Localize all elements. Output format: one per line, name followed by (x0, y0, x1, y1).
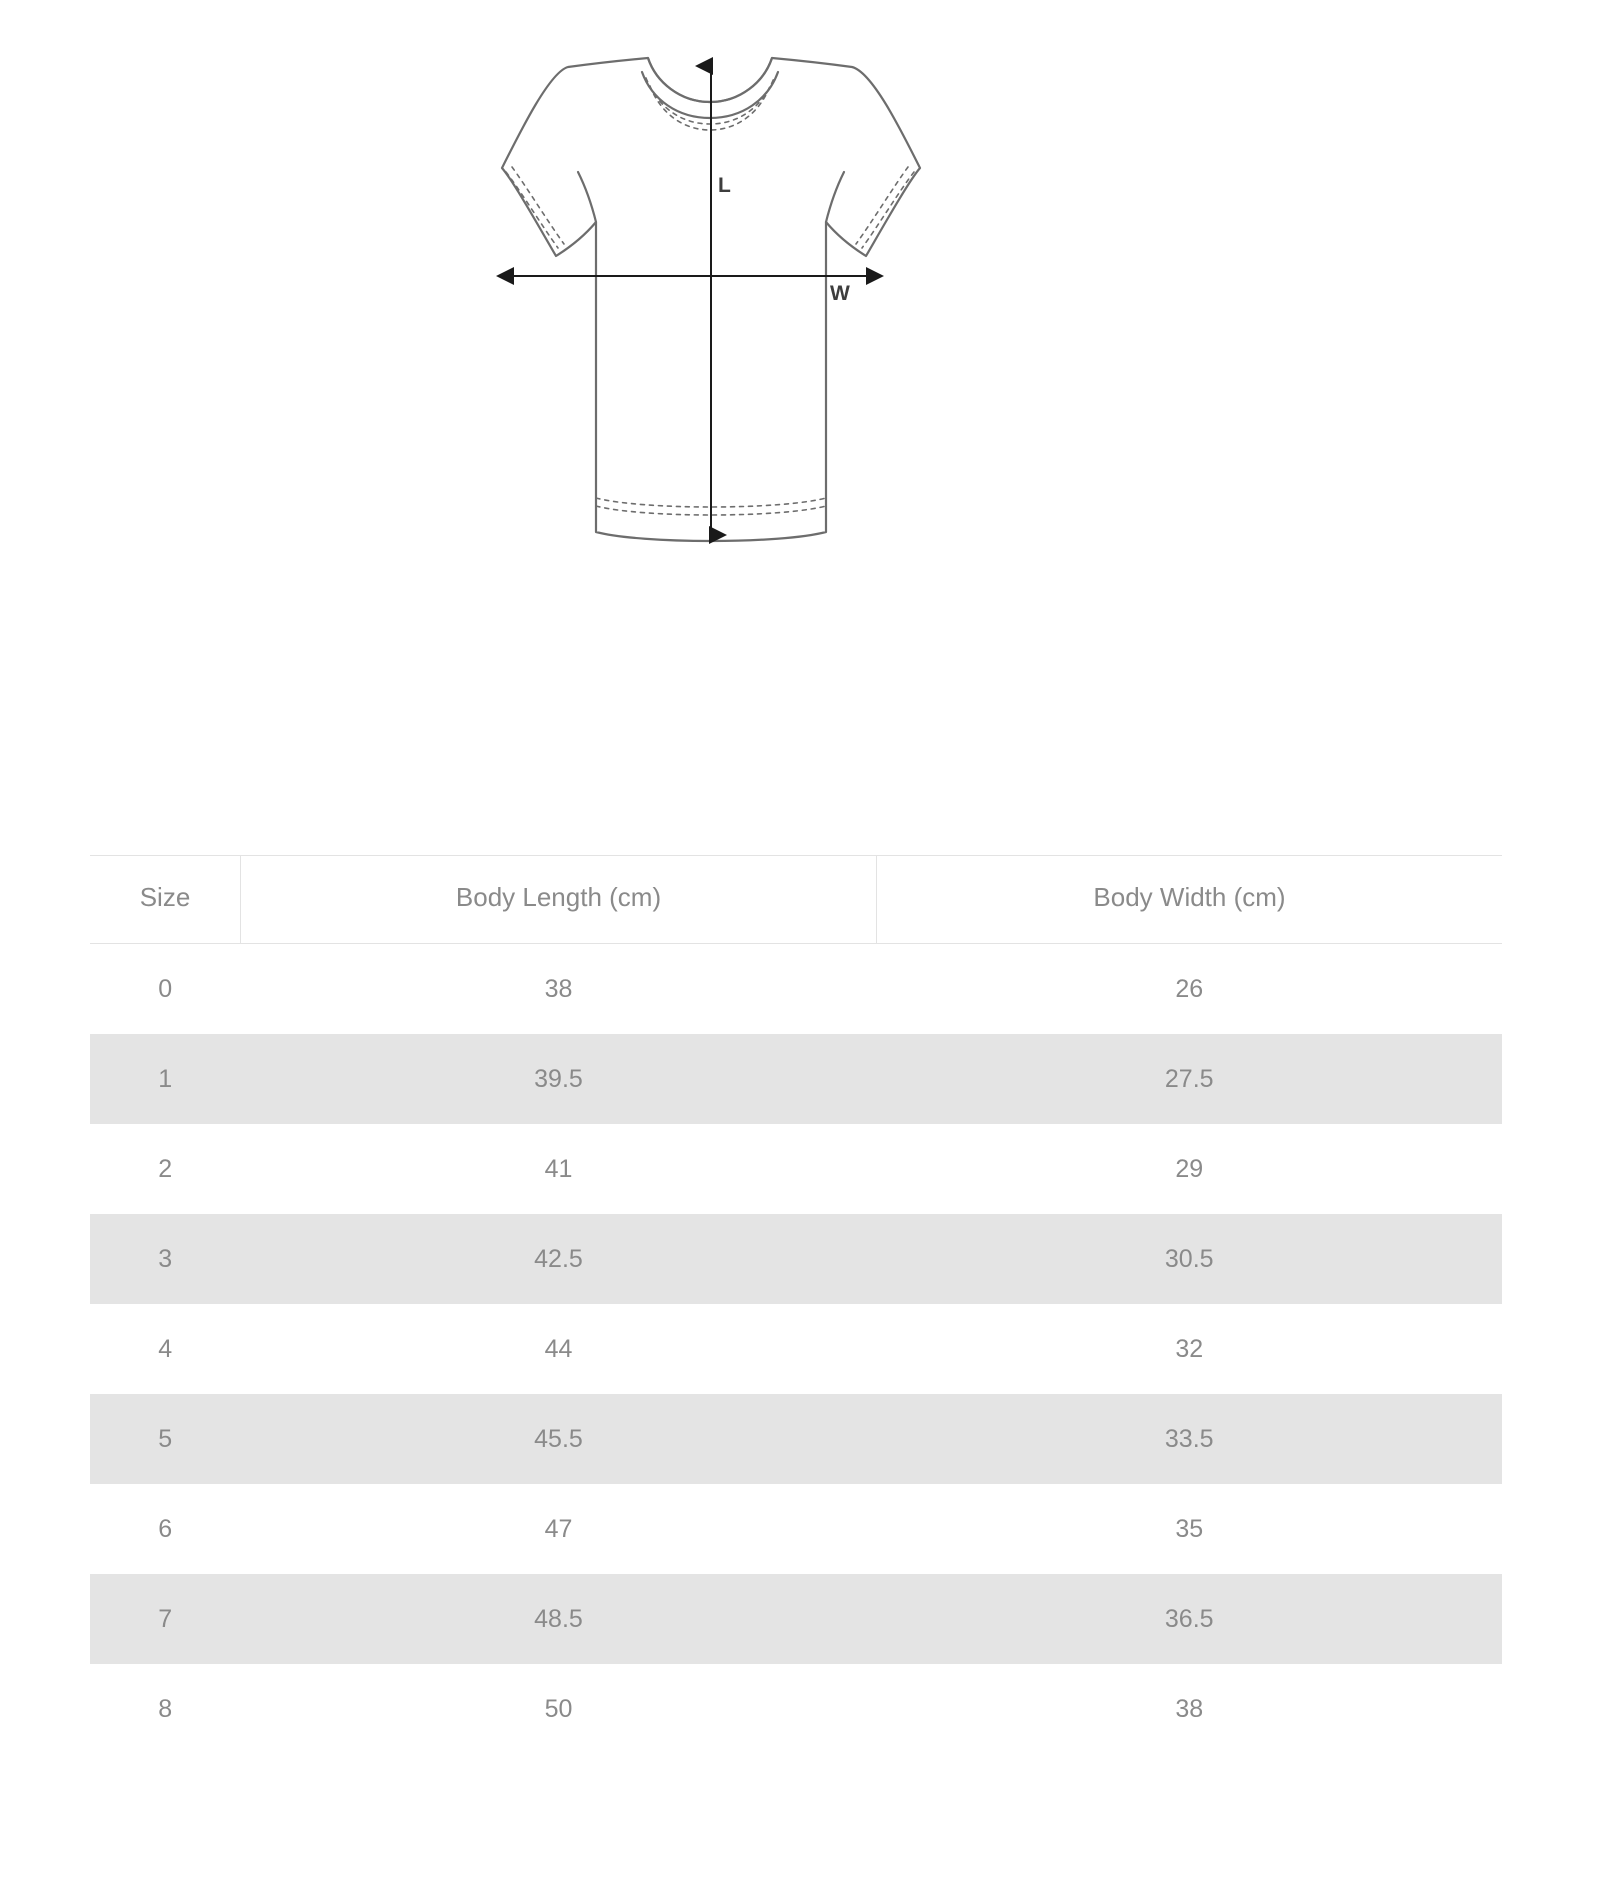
column-header-body-width: Body Width (cm) (877, 856, 1503, 944)
table-row (90, 1394, 1502, 1484)
t-shirt-measurement-icon (380, 20, 1040, 660)
size-table (90, 855, 1502, 1754)
cell-body-length: 50 (544, 1694, 573, 1723)
table-row (90, 1034, 1502, 1124)
table-row (90, 1214, 1502, 1304)
cell-size: 1 (90, 1034, 241, 1124)
cell-body-length: 44 (544, 1334, 573, 1363)
table-row (90, 944, 1502, 1035)
cell-body-width: 30.5 (877, 1214, 1503, 1304)
cell-body-width: 27.5 (877, 1034, 1503, 1124)
column-header-body-length: Body Length (cm) (241, 856, 877, 944)
table-header (90, 856, 1502, 944)
table-row (90, 1664, 1502, 1754)
cell-body-length: 38 (544, 974, 573, 1003)
cell-body-length: 45.5 (241, 1394, 877, 1484)
cell-size: 4 (158, 1334, 173, 1363)
table-body (90, 944, 1502, 1755)
cell-body-length: 42.5 (241, 1214, 877, 1304)
cell-body-length: 48.5 (241, 1574, 877, 1664)
cell-body-length: 41 (544, 1154, 573, 1183)
length-label: L (718, 174, 731, 197)
cell-size: 3 (90, 1214, 241, 1304)
table-header-row (90, 856, 1502, 944)
cell-body-length: 39.5 (241, 1034, 877, 1124)
table-row (90, 1574, 1502, 1664)
size-table-container (90, 855, 1500, 1754)
cell-body-width: 38 (1175, 1694, 1204, 1723)
cell-body-length: 47 (544, 1514, 573, 1543)
cell-size: 8 (158, 1694, 173, 1723)
cell-body-width: 32 (1175, 1334, 1204, 1363)
cell-size: 6 (158, 1514, 173, 1543)
cell-body-width: 29 (1175, 1154, 1204, 1183)
cell-body-width: 26 (1175, 974, 1204, 1003)
cell-size: 7 (90, 1574, 241, 1664)
table-row (90, 1124, 1502, 1214)
width-label: W (830, 282, 850, 305)
cell-size: 0 (158, 974, 173, 1003)
cell-size: 2 (158, 1154, 173, 1183)
column-header-size: Size (90, 856, 241, 944)
diagram-container (0, 0, 1600, 700)
table-row (90, 1304, 1502, 1394)
cell-size: 5 (90, 1394, 241, 1484)
cell-body-width: 33.5 (877, 1394, 1503, 1484)
cell-body-width: 36.5 (877, 1574, 1503, 1664)
cell-body-width: 35 (1175, 1514, 1204, 1543)
table-row (90, 1484, 1502, 1574)
